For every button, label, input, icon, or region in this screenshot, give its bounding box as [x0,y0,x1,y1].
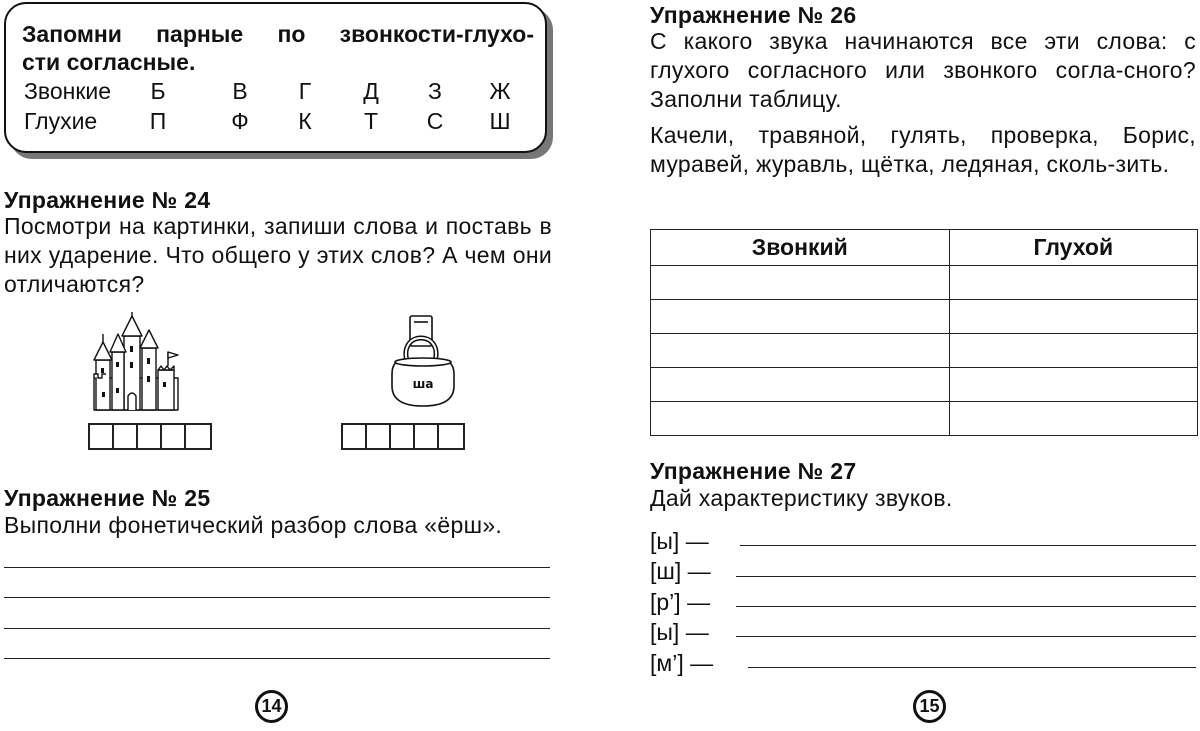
table-row [651,300,1198,334]
sound-label: [ы] — [650,528,709,554]
exercise-26-words: Качели, травяной, гулять, проверка, Борис, муравей, журавль, щётка, ледяная, сколь-зить. [650,122,1196,177]
voiced-letter: Б [150,78,166,104]
exercise-27-text: Дай характеристику звуков. [650,485,953,511]
column-header-voiced: Звонкий [651,230,950,266]
voiced-letter: З [428,78,442,104]
rule-title-line2: сти согласные. [22,49,196,75]
table-row [651,266,1198,300]
exercise-25-heading: Упражнение № 25 [4,485,211,511]
rule-title-line1: Запомни парные по звонкости-глухо- [22,21,534,47]
table-cell[interactable] [651,300,950,334]
voiceless-letter: Ф [231,108,249,134]
exercise-26-heading: Упражнение № 26 [650,2,857,28]
table-cell[interactable] [949,402,1197,436]
writing-line[interactable] [736,606,1196,607]
writing-line[interactable] [740,545,1196,546]
table-cell[interactable] [949,334,1197,368]
sound-label: [ы] — [650,619,709,645]
exercise-26-text: С какого звука начинаются все эти слова: с глухого согласного или звонкого согла-сного? Заполни таблицу. [650,28,1196,112]
table-cell[interactable] [651,402,950,436]
answer-boxes-castle[interactable] [88,423,212,450]
voiced-label: Звонкие [24,78,112,104]
castle-icon [88,312,184,412]
sound-label: [ш] — [650,558,711,584]
writing-line[interactable] [4,658,550,659]
sound-label: [м’] — [650,650,714,676]
writing-line[interactable] [4,628,550,629]
voiceless-label: Глухие [24,108,98,134]
table-cell[interactable] [651,368,950,402]
table-cell[interactable] [949,300,1197,334]
lock-inscription: ша [412,377,434,391]
table-cell[interactable] [651,266,950,300]
voiced-letter: Ж [489,78,511,104]
voiced-letter: В [232,78,248,104]
sound-label: [р’] — [650,589,711,615]
voiced-row [24,76,534,106]
writing-line[interactable] [736,576,1196,577]
table-row [651,368,1198,402]
voiceless-row [24,106,534,136]
table-row [651,334,1198,368]
table-cell[interactable] [651,334,950,368]
writing-line[interactable] [736,636,1196,637]
table-cell[interactable] [949,368,1197,402]
writing-line[interactable] [4,597,550,598]
padlock-icon [388,314,458,408]
rule-title [22,20,534,76]
answer-boxes-lock[interactable] [341,423,465,450]
page-number-right: 15 [913,690,946,723]
voiced-letter: Д [363,78,379,104]
voiced-letter: Г [298,78,312,104]
table-header-row [651,230,1198,266]
exercise-25-text: Выполни фонетический разбор слова «ёрш». [4,512,503,538]
voiceless-letter: Т [363,108,379,134]
table-row [651,402,1198,436]
writing-line[interactable] [4,567,550,568]
page-number-left: 14 [255,690,288,723]
voiceless-letter: Ш [489,108,511,134]
voiceless-letter: П [149,108,167,134]
voiced-voiceless-table [650,229,1198,436]
exercise-24-text: Посмотри на картинки, запиши слова и поставь в них ударение. Что общего у этих слов? А чем они отличаются? [4,213,552,297]
voiceless-letter: К [298,108,312,134]
column-header-voiceless: Глухой [949,230,1197,266]
exercise-27-heading: Упражнение № 27 [650,458,857,484]
exercise-24-heading: Упражнение № 24 [4,187,211,213]
table-cell[interactable] [949,266,1197,300]
writing-line[interactable] [748,667,1196,668]
voiceless-letter: С [426,108,444,134]
